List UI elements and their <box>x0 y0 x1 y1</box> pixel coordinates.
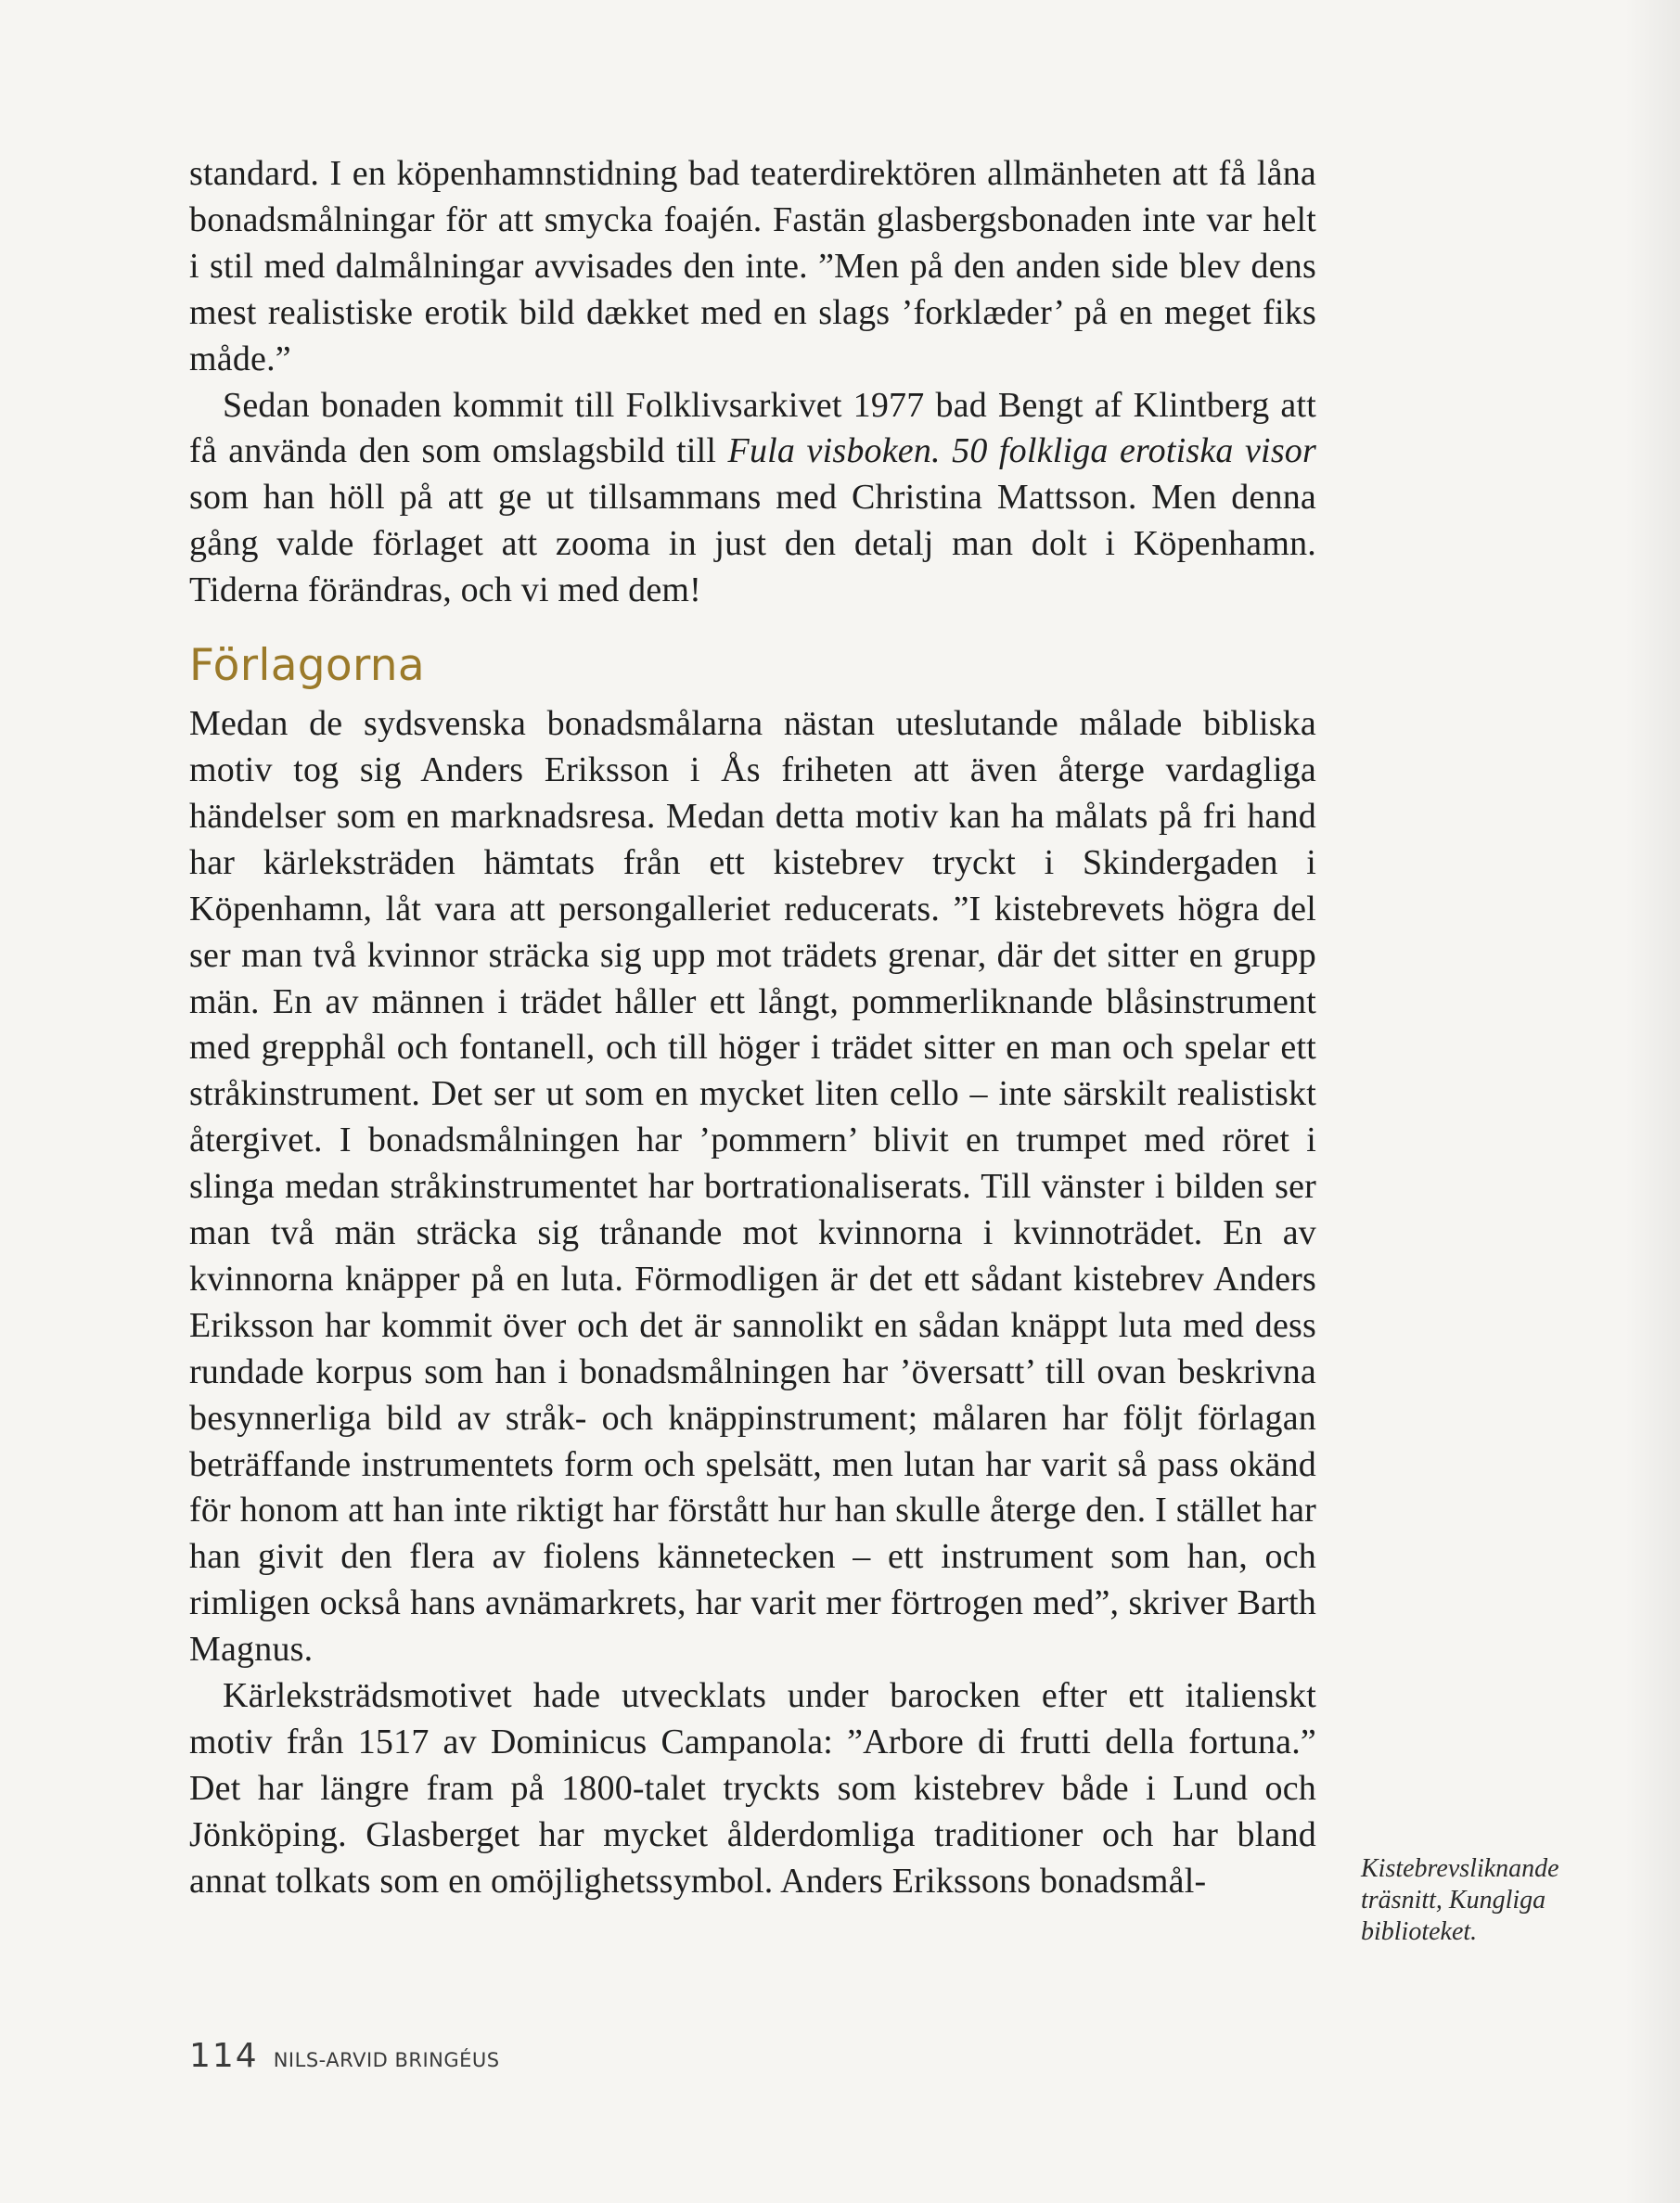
section-heading-forlagorna: Förlagorna <box>189 640 425 692</box>
body-paragraph-fula-visboken <box>189 383 1316 615</box>
body-paragraph-intro: standard. I en köpenhamnstidning bad teaterdirektören allmänheten att få låna bonadsmålningar för att smycka foajén. Fastän glasbergsbonaden inte var helt i stil med dalmålningar avvisades den inte. ”Men på den anden side blev dens mest realistiske erotik bild dækket med en slags ’forklæder’ på en meget fiks måde.” <box>189 154 1316 378</box>
main-text-column <box>189 151 1316 1905</box>
paragraph-text-after-title: som han höll på att ge ut tillsammans med Christina Mattsson. Men denna gång valde förlaget att zooma in just den detalj man dolt i Köpenhamn. Tiderna förändras, och vi med dem! <box>189 478 1316 610</box>
image-caption: Kistebrevsliknande träsnitt, Kungliga biblioteket. <box>1361 1854 1559 1946</box>
body-paragraph-karlekstradsmotivet: Kärleksträdsmotivet hade utvecklats under barocken efter ett italienskt motiv från 1517 av Dominicus Campanola: ”Arbore di frutti della fortuna.” Det har längre fram på 1800-talet tryckts som kistebrev både i Lund och Jönköping. Glasberget har mycket ålderdomliga traditioner och har bland annat tolkats som en omöjlighetssymbol. Anders Erikssons bonadsmål- <box>189 1676 1316 1901</box>
running-head-author: NILS-ARVID BRINGÉUS <box>273 2049 500 2071</box>
page-edge-shadow <box>1624 0 1680 2203</box>
book-title-italic: Fula visboken. 50 folkliga erotiska visor <box>727 431 1316 471</box>
body-paragraph-forlagorna: Medan de sydsvenska bonadsmålarna nästan uteslutande målade bibliska motiv tog sig Anders Eriksson i Ås friheten att även återge vardagliga händelser som en marknadsresa. Medan detta motiv kan ha målats på fri hand har kärleksträden hämtats från ett kistebrev tryckt i Skindergaden i Köpenhamn, låt vara att persongalleriet reducerats. ”I kistebrevets högra del ser man två kvinnor sträcka sig upp mot trädets grenar, där det sitter en grupp män. En av männen i trädet håller ett långt, pommerliknande blåsinstrument med grepphål och fontanell, och till höger i trädet sitter en man och spelar ett stråkinstrument. Det ser ut som en mycket liten cello – inte särskilt realistiskt återgivet. I bonadsmålningen har ’pommern’ blivit en trumpet med röret i slinga medan stråkinstrumentet har bortrationaliserats. Till vänster i bilden ser man två män sträcka sig trånande mot kvinnorna i kvinnoträdet. En av kvinnorna knäpper på en luta. Förmodligen är det ett sådant kistebrev Anders Eriksson har kommit över och det är sannolikt en sådan knäppt luta med dess rundade korpus som han i bonadsmålningen har ’översatt’ till ovan beskrivna besynnerliga bild av stråk- och knäppinstrument; målaren har följt förlagan beträffande instrumentets form och spelsätt, men lutan har varit så pass okänd för honom att han inte riktigt har förstått hur han skulle återge den. I stället har han givit den flera av fiolens kännetecken – ett instrument som han, och rimligen också hans avnämarkrets, har varit mer förtrogen med”, skriver Barth Magnus. <box>189 704 1316 1670</box>
page-number: 114 <box>189 2037 259 2075</box>
page-footer <box>189 2037 500 2075</box>
paragraph-text-before-title: Sedan bonaden kommit till Folklivsarkivet 1977 bad Bengt af Klintberg att få använda den som omslagsbild till <box>189 385 1316 471</box>
